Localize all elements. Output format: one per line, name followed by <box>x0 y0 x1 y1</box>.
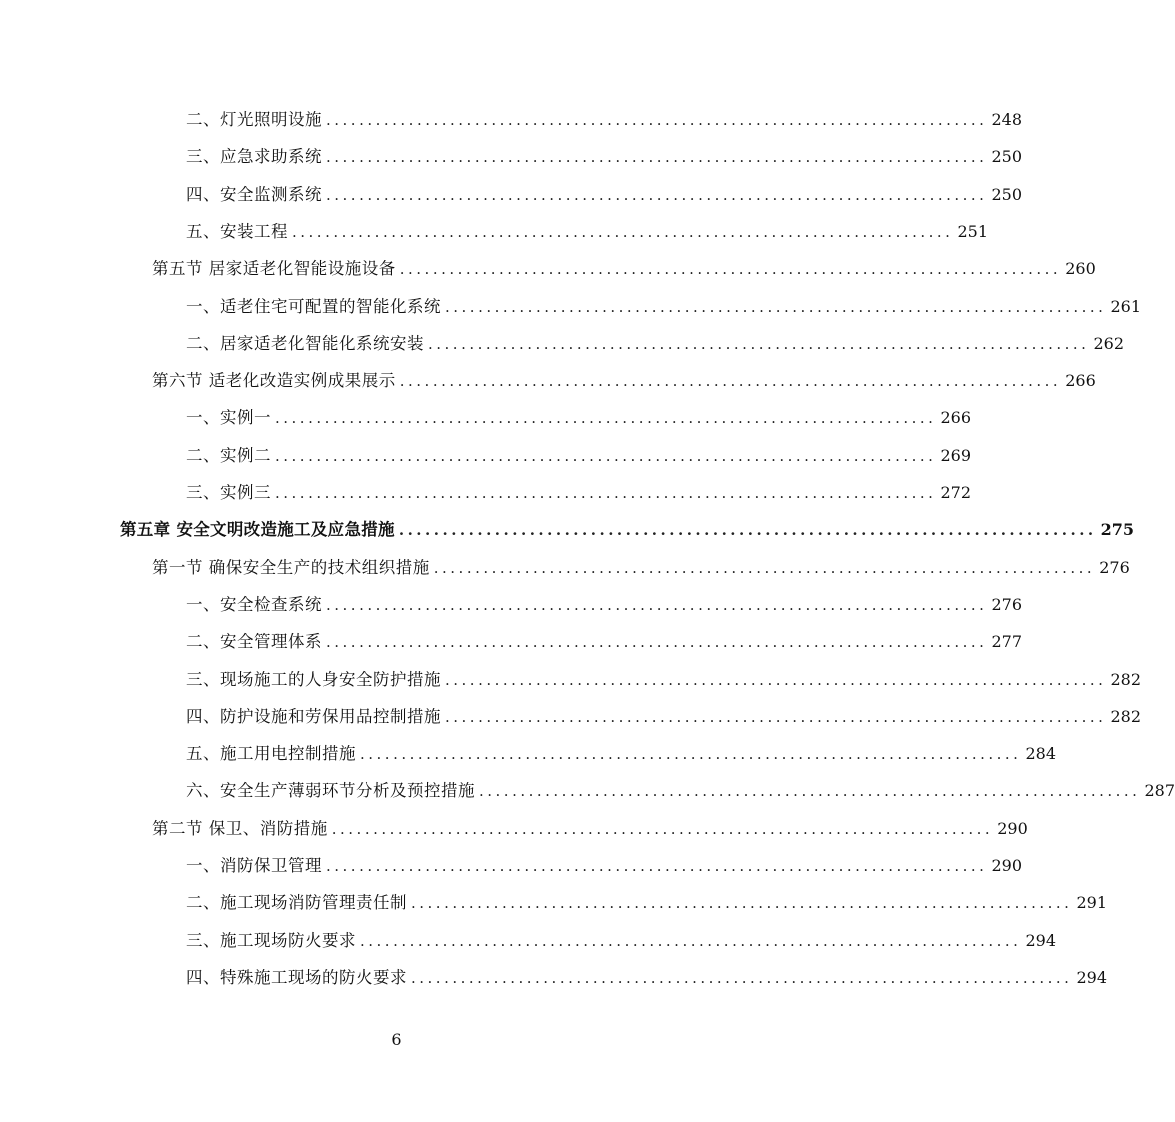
toc-section-entry <box>152 814 1028 844</box>
toc-entry-page: 276 <box>991 594 1022 614</box>
toc-entry-page: 266 <box>1065 371 1096 391</box>
toc-entry-title: 五、施工用电控制措施 <box>186 744 356 764</box>
toc-subsection-entry <box>186 963 1107 993</box>
toc-entry-title: 三、实例三 <box>186 483 271 502</box>
toc-entry-page: 294 <box>1025 930 1056 950</box>
toc-subsection-entry <box>186 888 1107 918</box>
toc-entry-page: 261 <box>1110 296 1141 316</box>
toc-subsection-entry <box>186 329 1124 359</box>
toc-leader-dots: ................................................................................ <box>326 857 988 875</box>
toc-entry-title: 一、安全检查系统 <box>186 594 322 614</box>
toc-entry-page: 260 <box>1065 259 1096 279</box>
toc-entry-title: 第五节 居家适老化智能设施设备 <box>152 259 396 279</box>
toc-entry-page: 269 <box>940 445 971 465</box>
toc-subsection-entry <box>186 702 1141 732</box>
toc-subsection-entry <box>186 217 988 247</box>
toc-subsection-entry <box>186 627 1022 657</box>
toc-leader-dots: ................................................................................ <box>411 894 1073 913</box>
toc-entry-title: 第五章 安全文明改造施工及应急措施 <box>120 520 395 540</box>
toc-subsection-entry <box>186 665 1141 695</box>
toc-leader-dots: ................................................................................ <box>445 707 1107 726</box>
toc-subsection-entry <box>186 926 1056 956</box>
toc-subsection-entry <box>186 105 1022 135</box>
toc-leader-dots: ................................................................................ <box>360 931 1022 950</box>
toc-leader-dots: ................................................................................ <box>326 633 988 652</box>
toc-leader-dots: ................................................................................ <box>331 819 994 838</box>
toc-leader-dots: ................................................................................ <box>360 745 1022 764</box>
toc-entry-page: 272 <box>940 483 971 502</box>
toc-leader-dots: ................................................................................ <box>275 446 937 465</box>
toc-leader-dots: ................................................................................ <box>292 222 954 241</box>
toc-leader-dots: ................................................................................ <box>326 185 988 204</box>
toc-entry-title: 第六节 适老化改造实例成果展示 <box>152 371 396 391</box>
toc-entry-page: 282 <box>1110 669 1141 689</box>
toc-subsection-entry <box>186 180 1022 210</box>
toc-leader-dots: ................................................................................ <box>399 260 1062 279</box>
toc-entry-title: 三、现场施工的人身安全防护措施 <box>186 669 441 689</box>
toc-entry-page: 251 <box>957 221 988 241</box>
toc-subsection-entry <box>186 739 1056 769</box>
toc-chapter-entry <box>120 515 1135 545</box>
toc-entry-page: 282 <box>1110 706 1141 726</box>
toc-leader-dots: ................................................................................ <box>275 409 937 428</box>
toc-entry-page: 290 <box>991 856 1022 875</box>
toc-entry-title: 第二节 保卫、消防措施 <box>152 818 328 838</box>
toc-entry-title: 三、应急求助系统 <box>186 147 322 167</box>
toc-section-entry <box>152 254 1096 284</box>
toc-entry-page: 291 <box>1076 893 1107 913</box>
toc-entry-page: 287 <box>1144 781 1175 801</box>
toc-entry-title: 第一节 确保安全生产的技术组织措施 <box>152 557 430 577</box>
toc-entry-page: 275 <box>1100 520 1135 540</box>
toc-section-entry <box>152 553 1130 583</box>
toc-section-entry <box>152 366 1096 396</box>
toc-entry-title: 一、消防保卫管理 <box>186 856 322 875</box>
toc-leader-dots: ................................................................................ <box>398 521 1097 540</box>
toc-subsection-entry <box>186 292 1141 322</box>
toc-leader-dots: ................................................................................ <box>326 595 988 614</box>
toc-subsection-entry <box>186 403 971 433</box>
toc-entry-title: 四、安全监测系统 <box>186 184 322 204</box>
toc-entry-title: 五、安装工程 <box>186 221 288 241</box>
toc-entry-page: 250 <box>991 147 1022 167</box>
toc-leader-dots: ................................................................................ <box>399 372 1062 391</box>
toc-entry-title: 三、施工现场防火要求 <box>186 930 356 950</box>
toc-entry-page: 262 <box>1093 333 1124 353</box>
toc-leader-dots: ................................................................................ <box>326 148 988 167</box>
toc-entry-page: 276 <box>1099 557 1130 577</box>
toc-entry-title: 二、安全管理体系 <box>186 632 322 652</box>
toc-entry-page: 294 <box>1076 967 1107 987</box>
toc-leader-dots: ................................................................................ <box>433 558 1096 577</box>
toc-entry-title: 四、特殊施工现场的防火要求 <box>186 967 407 987</box>
toc-entry-page: 266 <box>940 408 971 428</box>
toc-entry-page: 284 <box>1025 744 1056 764</box>
toc-subsection-entry <box>186 851 1022 881</box>
toc-entry-title: 二、灯光照明设施 <box>186 110 322 129</box>
toc-entry-page: 290 <box>997 818 1028 838</box>
toc-leader-dots: ................................................................................ <box>479 782 1141 801</box>
toc-subsection-entry <box>186 441 971 471</box>
toc-leader-dots: ................................................................................ <box>445 670 1107 689</box>
toc-subsection-entry <box>186 478 971 508</box>
toc-entry-page: 248 <box>991 110 1022 129</box>
toc-subsection-entry <box>186 142 1022 172</box>
toc-entry-title: 一、适老住宅可配置的智能化系统 <box>186 296 441 316</box>
toc-entry-title: 四、防护设施和劳保用品控制措施 <box>186 706 441 726</box>
toc-entry-title: 二、居家适老化智能化系统安装 <box>186 333 424 353</box>
toc-leader-dots: ................................................................................ <box>428 334 1090 353</box>
toc-entry-page: 277 <box>991 632 1022 652</box>
toc-subsection-entry <box>186 776 1175 806</box>
toc-entry-title: 六、安全生产薄弱环节分析及预控措施 <box>186 781 475 801</box>
toc-leader-dots: ................................................................................ <box>411 968 1073 987</box>
toc-leader-dots: ................................................................................ <box>326 111 988 129</box>
toc-leader-dots: ................................................................................ <box>445 297 1107 316</box>
page-number: 6 <box>391 1030 402 1049</box>
toc-entry-title: 二、实例二 <box>186 445 271 465</box>
toc-subsection-entry <box>186 590 1022 620</box>
toc-entry-title: 一、实例一 <box>186 408 271 428</box>
toc-entry-page: 250 <box>991 184 1022 204</box>
toc-leader-dots: ................................................................................ <box>275 484 937 502</box>
toc-entry-title: 二、施工现场消防管理责任制 <box>186 893 407 913</box>
